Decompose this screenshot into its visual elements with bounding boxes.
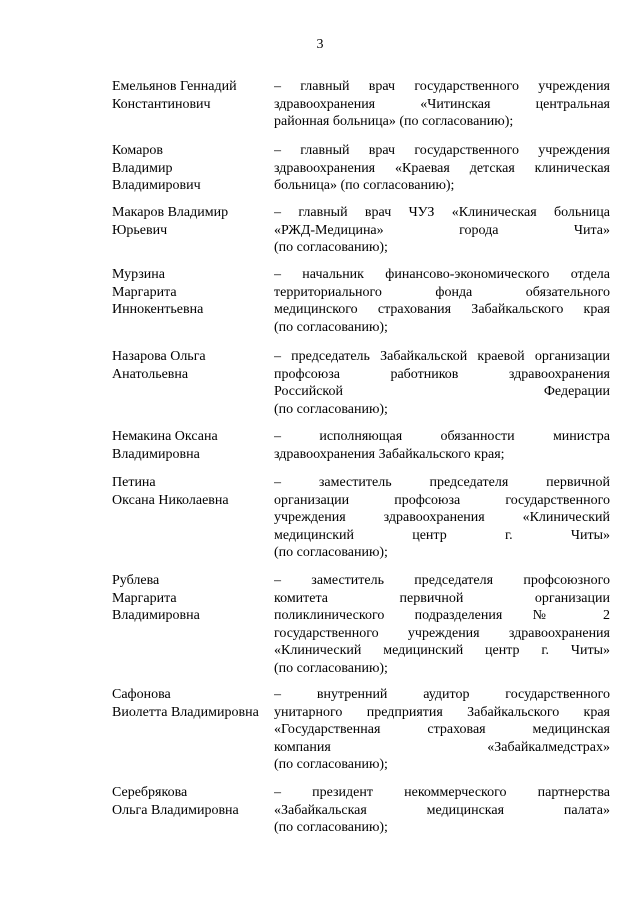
member-role [274, 204, 610, 257]
member-entry [112, 474, 610, 562]
member-role-line: «Государственная страховая медицинская [274, 722, 610, 737]
member-role-line: государственного учреждения здравоохранения [274, 625, 610, 641]
member-role-line: «Клинический медицинский центр г. Читы» [274, 643, 610, 658]
member-entry [112, 204, 610, 257]
member-name: Немакина Оксана Владимировна [112, 429, 218, 462]
member-role-line: – заместитель председателя профсоюзного [274, 573, 610, 588]
member-role-line: учреждения здравоохранения «Клинический [274, 510, 610, 525]
member-name: Петина Оксана Николаевна [112, 475, 229, 508]
member-role-line: унитарного предприятия Забайкальского края [274, 704, 610, 720]
member-name: Комаров Владимир Владимирович [112, 143, 201, 193]
member-role-line: поликлинического подразделения № 2 [274, 608, 610, 623]
member-role-line: Российской Федерации [274, 384, 610, 399]
member-role-line: – внутренний аудитор государственного [274, 687, 610, 702]
member-role-line: (по согласованию); [274, 757, 388, 772]
member-role [274, 686, 610, 774]
member-role-line: – исполняющая обязанности министра [274, 429, 610, 444]
member-role-line: (по согласованию); [274, 660, 388, 676]
member-role-line: профсоюза работников здравоохранения [274, 366, 610, 382]
member-role-line: (по согласованию); [274, 401, 388, 417]
member-role-line: – начальник финансово-экономического отдела [274, 267, 610, 282]
member-role-line: медицинского страхования Забайкальского края [274, 302, 610, 317]
member-role-line: «РЖД-Медицина» города Чита» [274, 222, 610, 238]
member-name: Емельянов Геннадий Константинович [112, 79, 237, 112]
member-role [274, 572, 610, 677]
member-entry [112, 784, 610, 837]
member-role-line: (по согласованию); [274, 319, 388, 335]
member-entry [112, 142, 610, 195]
page-number: 3 [316, 37, 324, 52]
member-role-line: – председатель Забайкальской краевой организации [274, 349, 610, 364]
member-role-line: здравоохранения «Читинская центральная [274, 96, 610, 112]
member-role-line: районная больница» (по согласованию); [274, 114, 514, 129]
member-role-line: здравоохранения Забайкальского края; [274, 446, 505, 462]
member-role [274, 428, 610, 463]
member-role [274, 348, 610, 418]
member-role-line: организации профсоюза государственного [274, 492, 610, 508]
member-name: Сафонова Виолетта Владимировна [112, 687, 259, 720]
member-role [274, 78, 610, 131]
member-role-line: (по согласованию); [274, 820, 388, 835]
member-role-line: (по согласованию); [274, 545, 388, 560]
member-role [274, 142, 610, 195]
member-role-line: больница» (по согласованию); [274, 178, 455, 193]
member-name: Мурзина Маргарита Иннокентьевна [112, 267, 204, 317]
member-name: Рублева Маргарита Владимировна [112, 573, 200, 623]
member-entry [112, 686, 610, 774]
member-role-line: территориального фонда обязательного [274, 284, 610, 300]
member-role-line: компания «Забайкалмедстрах» [274, 739, 610, 755]
member-entry [112, 266, 610, 336]
member-role [274, 266, 610, 336]
member-role [274, 474, 610, 562]
member-role-line: – главный врач государственного учреждения [274, 79, 610, 94]
member-entry [112, 348, 610, 418]
member-role-line: здравоохранения «Краевая детская клиническая [274, 160, 610, 176]
member-role-line: «Забайкальская медицинская палата» [274, 802, 610, 818]
member-role-line: – главный врач государственного учреждения [274, 143, 610, 158]
member-role [274, 784, 610, 837]
member-entry [112, 428, 610, 463]
member-role-line: – президент некоммерческого партнерства [274, 785, 610, 800]
member-role-line: медицинский центр г. Читы» [274, 527, 610, 543]
member-role-line: комитета первичной организации [274, 590, 610, 606]
member-entry [112, 78, 610, 131]
member-role-line: (по согласованию); [274, 240, 388, 255]
member-role-line: – заместитель председателя первичной [274, 475, 610, 490]
member-role-line: – главный врач ЧУЗ «Клиническая больница [274, 205, 610, 220]
member-name: Макаров Владимир Юрьевич [112, 205, 229, 238]
member-name: Серебрякова Ольга Владимировна [112, 785, 239, 818]
member-entry [112, 572, 610, 677]
member-name: Назарова Ольга Анатольевна [112, 349, 206, 382]
